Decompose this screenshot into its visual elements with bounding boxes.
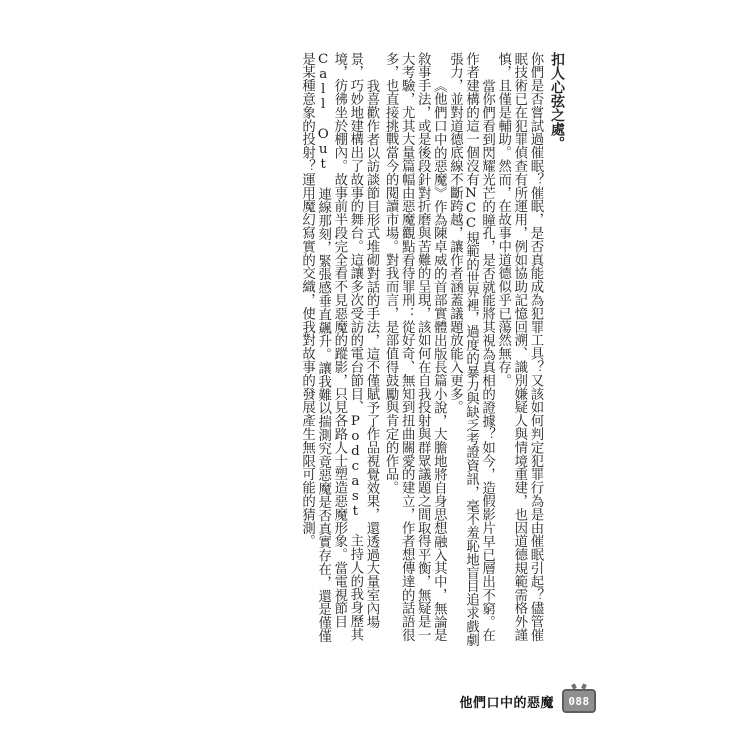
- paragraph-3: 《他們口中的惡魔》作為陳卓威的首部實體出版長篇小說，大膽地將自身思想融入其中，無論是敘事手法，或是後段針對折磨與苦難的呈現，該如何在自我投射與群眾議題之間取得平衡，無疑是一大考驗，尤其大量篇幅由惡魔觀點看待罪刑：從好奇、無知到扭曲關愛的建立，作者想傳達的話語很多，也直接挑戰當今的閱讀市場。對我而言，是部值得鼓勵與肯定的作品。: [383, 52, 447, 642]
- vertical-text-body: [200, 52, 565, 652]
- paragraph-2: 當你們看到閃耀光芒的瞳孔，是否就能將其視為真相的證據？如今，造假影片早已層出不窮。在作者建構的這一個沒有NCC規範的世界裡，過度的暴力與缺乏考證資訊，毫不羞恥地盲目追求戲劇張力，並對道德底線不斷跨越，讓作者涵蓋議題放能入更多。: [447, 52, 495, 647]
- page-footer: [418, 688, 596, 714]
- running-title: 他們口中的惡魔: [459, 695, 554, 711]
- retro-tv-icon: [562, 689, 596, 713]
- page-number: 088: [568, 694, 590, 708]
- paragraph-1: 你們是否嘗試過催眠？催眠，是否真能成為犯罪工具？又該如何判定犯罪行為是由催眠引起？儘管催眠技術已在犯罪偵查有所運用，例如協助記憶回溯、識別嫌疑人與情境重建，也因道德規範需格外謹慎，且僅是輔助。然而，在故事中道德似乎已蕩然無存。: [495, 52, 543, 642]
- book-page: [150, 0, 600, 750]
- paragraph-heading: 扣人心弦之處。: [549, 52, 565, 150]
- paragraph-4: 我喜歡作者以訪談節目形式堆砌對話的手法，這不僅賦予了作品視覺效果，還透過大量室內場景，巧妙地建構出了故事的舞台。這讓多次受訪的電台節目、Podcast 主持人的我身歷其境，彷彿坐於棚內。故事前半段完全看不見惡魔的蹤影，只見各路人士塑造惡魔形象。當電視節目 Call Out 連線那刻，緊張感垂直飆升。讓我難以揣測究竟惡魔是否真實存在，還是僅僅是某種意象的投射？運用魔幻寫實的交織，使我對故事的發展產生無限可能的猜測。: [299, 52, 379, 643]
